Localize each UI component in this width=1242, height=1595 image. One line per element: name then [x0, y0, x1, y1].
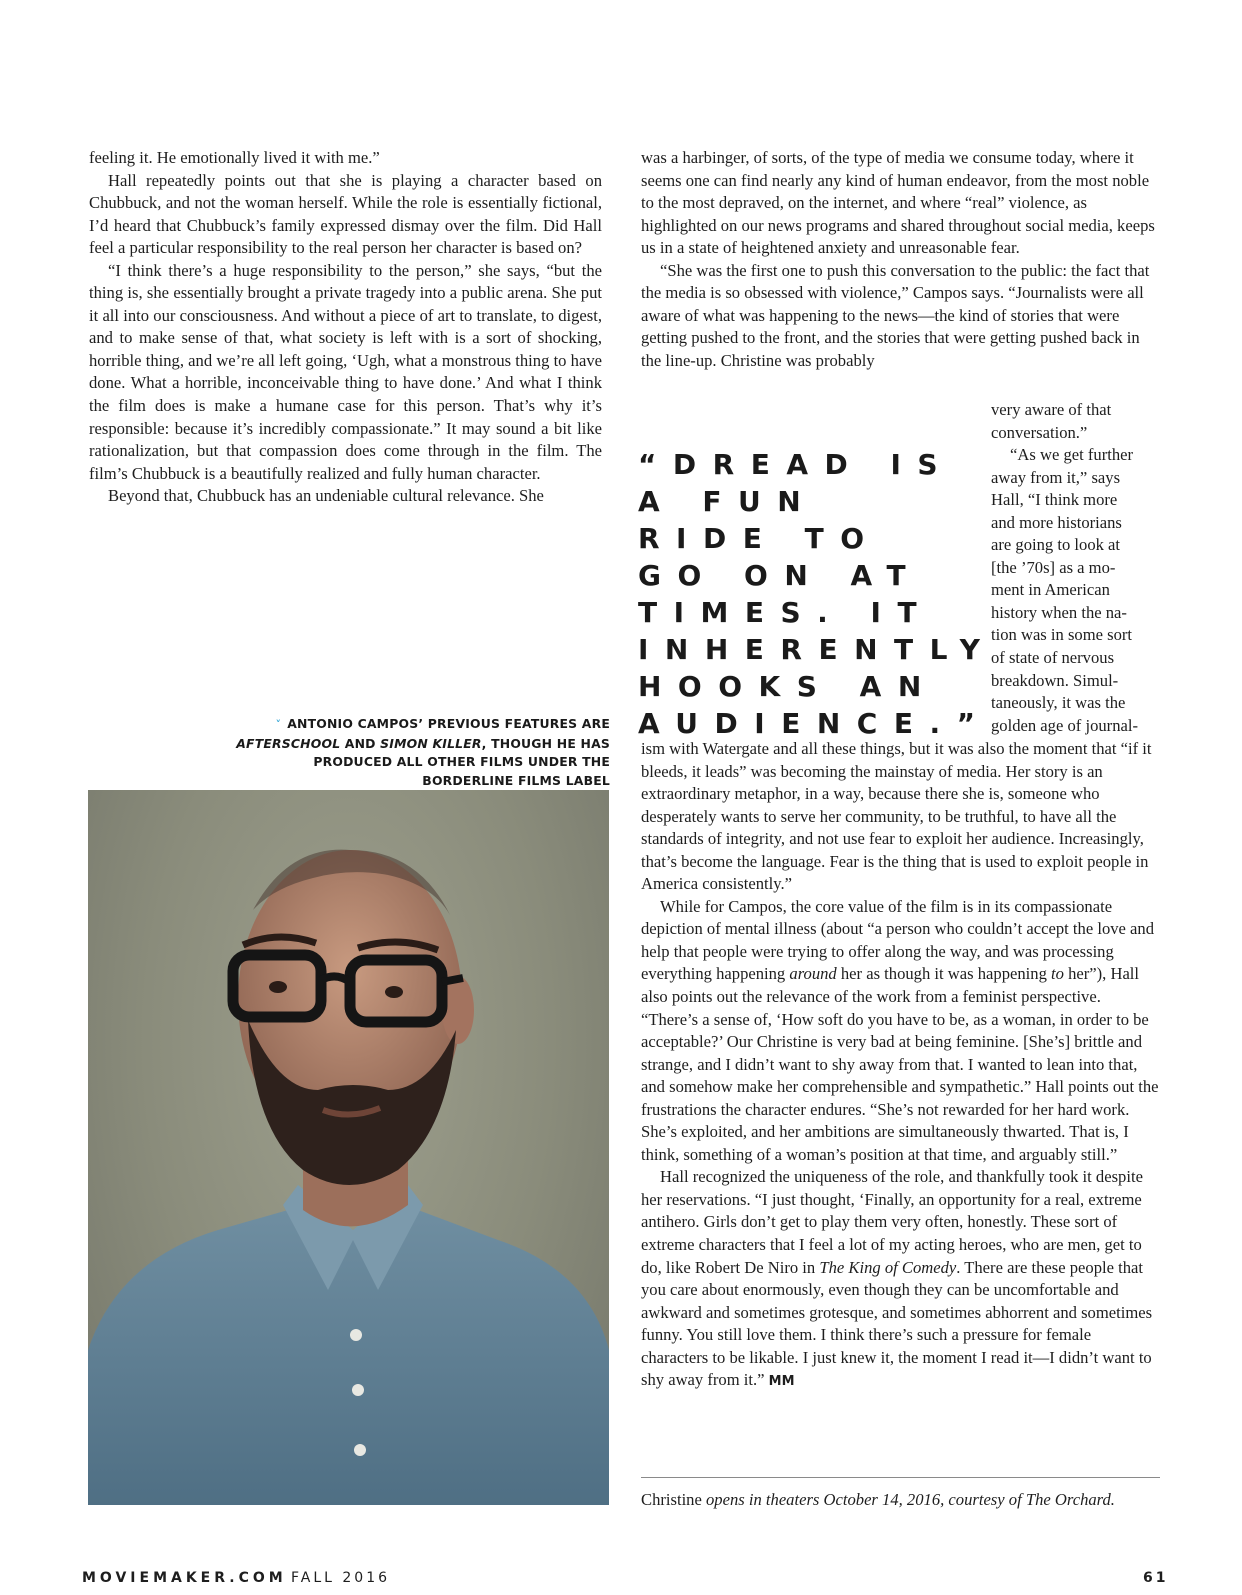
- text-line: ment in American: [991, 580, 1110, 600]
- text-line: breakdown. Simul-: [991, 670, 1119, 690]
- text-line: Hall, “I think more: [991, 490, 1118, 510]
- footer-site: MOVIEMAKER.COM: [82, 1570, 287, 1586]
- portrait-illustration: [88, 790, 609, 1505]
- left-column: [89, 147, 602, 508]
- release-credit: Christine opens in theaters October 14, 2016, courtesy of The Orchard.: [641, 1490, 1115, 1509]
- text-line: of state of nervous: [991, 648, 1115, 668]
- divider: [641, 1477, 1160, 1478]
- text-line: conversation.”: [991, 422, 1088, 442]
- body-paragraph: was a harbinger, of sorts, of the type of media we consume today, where it seems one can find nearly any kind of human endeavor, from the most noble to the most depraved, on the internet, and where “real” violence, as highlighted on our news programs and shared throughout social media, keeps us in a state of heightened anxiety and unreasonable fear.: [641, 148, 1155, 258]
- body-paragraph: Hall recognized the uniqueness of the role, and thankfully took it despite her reservations. “I just thought, ‘Finally, an opportunity for a real, extreme antihero. Girls don’t get to play them very often, honestly. These sort of extreme characters that I feel a lot of my acting heroes, who are men, get to do, like Robert De Niro in The King of Comedy. There are these people that you care about enormously, even though they can be uncomfortable and awkward and sometimes grotesque, and sometimes abhorrent and sometimes funny. You still love them. I think there’s such a pressure for female characters to be likable. I just knew it, the moment I read it—I didn’t want to shy away from it.” MM: [641, 1167, 1153, 1390]
- body-paragraph: ism with Watergate and all these things, but it was also the moment that “if it bleeds, it leads” was becoming the mainstay of media. Her story is an extraordinary metaphor, in a way, because there she is, someone who desperately wants to serve her community, to be truthful, to have all the standards of integrity, and not use fear to exploit her audience. Increasingly, that’s become the language. Fear is the thing that is used to exploit people in America consistently.”: [641, 739, 1152, 894]
- text-line: and more historians: [991, 512, 1122, 532]
- right-column-narrow: [991, 399, 1159, 737]
- pull-quote: “DREAD IS A FUN RIDE TO GO ON AT TIMES. IT INHERENTLY HOOKS AN AUDIENCE.”: [638, 448, 997, 740]
- body-paragraph: While for Campos, the core value of the film is in its compassionate depiction of mental illness (about “a person who couldn’t accept the love and help that people were trying to offer along the way, and was processing everything happening around her as though it was happening to her”), Hall also points out the relevance of the work from a feminist perspective. “There’s a sense of, ‘How soft do you have to be, as a woman, in order to be acceptable?’ Our Christine is very bad at being feminine. [She’s] brittle and strange, and I didn’t want to shy away from that. I wanted to lean into that, and somehow make her comprehensible and sympathetic.” Hall points out the frustrations the character endures. “She’s not rewarded for her hard work. She’s exploited, and her ambitions are simultaneously thwarted. That is, I think, something of a woman’s position at that time, and arguably still.”: [641, 896, 1159, 1164]
- text-line: away from it,” says: [991, 467, 1121, 487]
- portrait-photo: [88, 790, 609, 1505]
- text-line: [the ’70s] as a mo-: [991, 557, 1116, 577]
- text-line: golden age of journal-: [991, 715, 1138, 735]
- right-column-bottom: [641, 738, 1160, 1394]
- body-paragraph: feeling it. He emotionally lived it with me.”: [89, 148, 380, 167]
- text-line: history when the na-: [991, 602, 1127, 622]
- photo-caption: ˅ ANTONIO CAMPOS’ PREVIOUS FEATURES ARE AFTERSCHOOL AND SIMON KILLER, THOUGH HE HAS PRODUCED ALL OTHER FILMS UNDER THE BORDERLINE FILMS LABEL: [236, 716, 610, 788]
- text-line: “As we get further: [1010, 445, 1134, 465]
- chevron-down-icon: ˅: [275, 718, 282, 731]
- text-line: very aware of that: [991, 400, 1112, 419]
- end-mark: MM: [768, 1374, 795, 1390]
- text-line: tion was in some sort: [991, 625, 1133, 645]
- body-paragraph: Hall repeatedly points out that she is playing a character based on Chubbuck, and not the woman herself. While the role is essentially fictional, I’d heard that Chubbuck’s family expressed dismay over the film. Did Hall feel a particular responsibility to the real person her character is based on?: [89, 170, 602, 258]
- body-paragraph: “I think there’s a huge responsibility to the person,” she says, “but the thing is, she essentially brought a private tragedy into a public arena. She put it all into our consciousness. And without a piece of art to translate, to digest, and to make sense of that, what society is left with is a sort of shocking, horrible thing, and we’re all left going, ‘Ugh, what a monstrous thing to have done. What a horrible, inconceivable thing to have done.’ And what I think the film does is make a humane case for this person. That’s why it’s responsible: because it’s incredibly compassionate.” It may sound a bit like rationalization, but that compassion does come through in the film. The film’s Chubbuck is a beautifully realized and fully human character.: [89, 260, 602, 483]
- body-paragraph: “She was the first one to push this conversation to the public: the fact that the media is so obsessed with violence,” Campos says. “Journalists were all aware of what was happening to the news—the kind of stories that were getting pushed to the front, and the stories that were getting pushed back in the line-up. Christine was probably: [641, 260, 1150, 370]
- footer-issue: FALL 2016: [291, 1570, 391, 1586]
- page-number: 61: [1143, 1570, 1169, 1586]
- body-paragraph: Beyond that, Chubbuck has an undeniable cultural relevance. She: [108, 486, 544, 506]
- text-line: taneously, it was the: [991, 693, 1126, 713]
- text-line: are going to look at: [991, 535, 1121, 555]
- right-column-top: [641, 147, 1160, 372]
